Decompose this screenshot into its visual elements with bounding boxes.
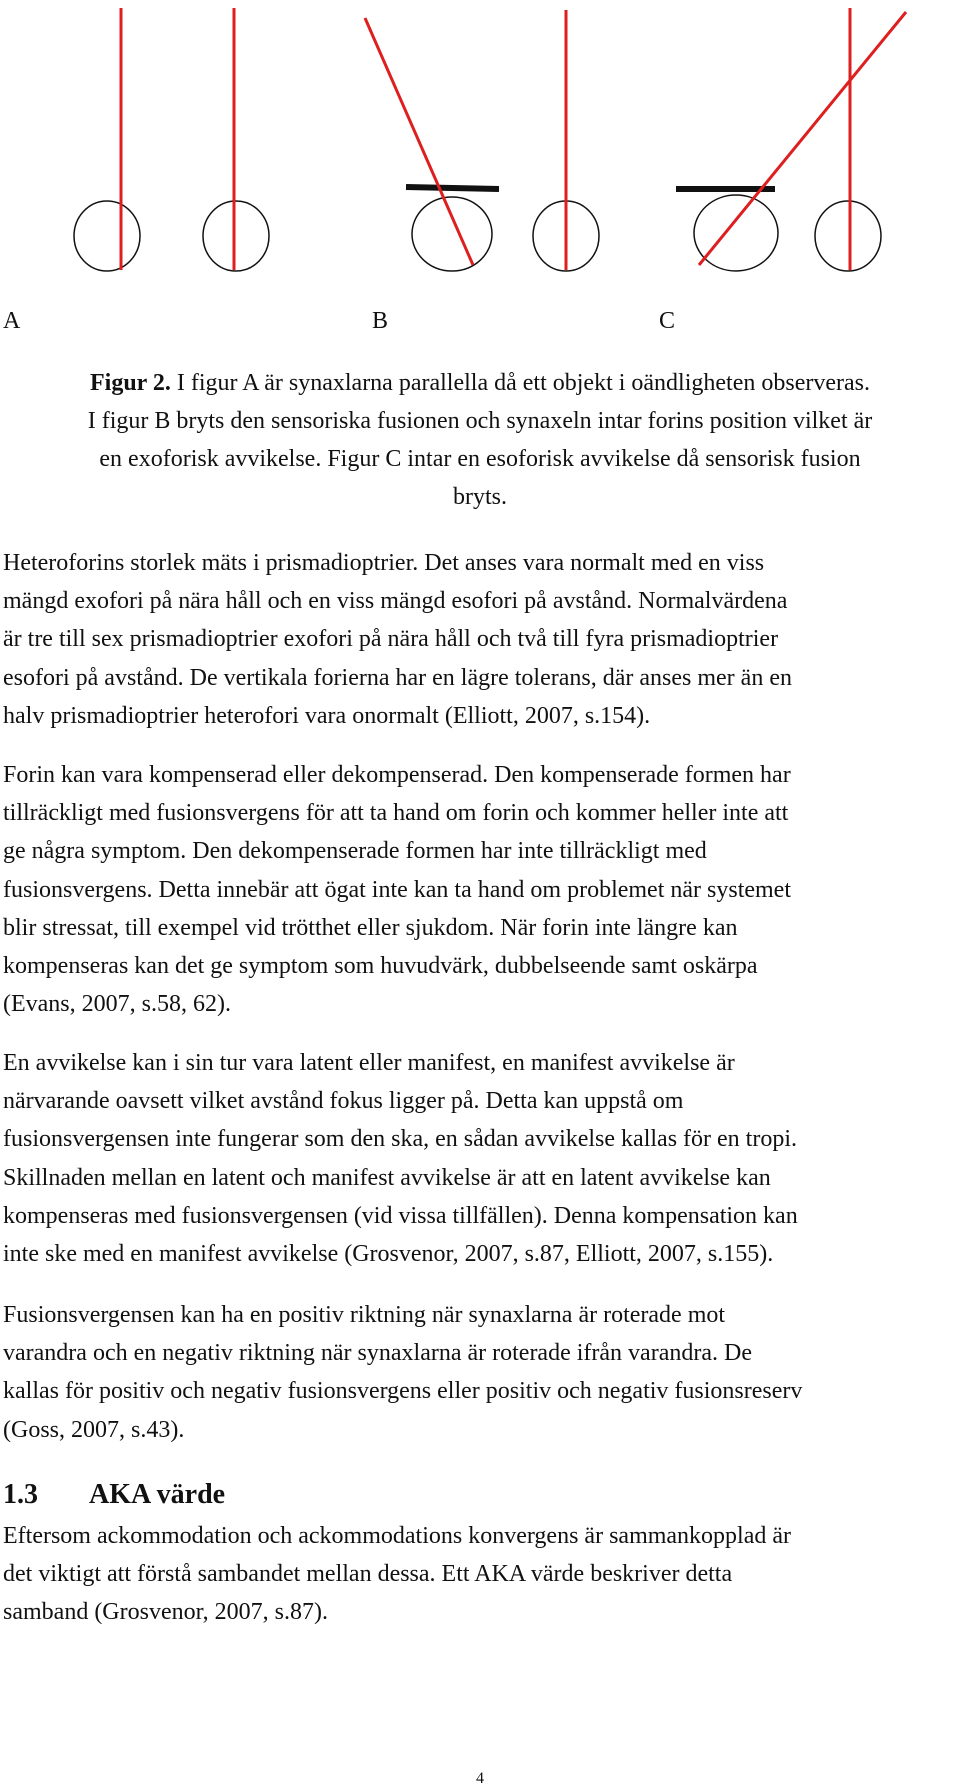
eye-diagram-figure xyxy=(0,0,960,300)
text-line: esofori på avstånd. De vertikala forierna har en lägre tolerans, där anses mer än en xyxy=(3,664,792,691)
caption-line: I figur B bryts den sensoriska fusionen och synaxeln intar forins position vilket är xyxy=(87,408,873,434)
text-line: varandra och en negativ riktning när synaxlarna är roterade ifrån varandra. De xyxy=(3,1340,752,1367)
left-eye-circle xyxy=(74,201,140,271)
text-line: ge några symptom. Den dekompenserade formen har inte tillräckligt med xyxy=(3,838,707,865)
panel-b xyxy=(365,10,599,271)
text-line: kompenseras kan det ge symptom som huvudvärk, dubbelseende samt oskärpa xyxy=(3,953,758,980)
text-line: mängd exofori på nära håll och en viss mängd esofori på avstånd. Normalvärdena xyxy=(3,588,788,615)
text-line: En avvikelse kan i sin tur vara latent eller manifest, en manifest avvikelse är xyxy=(3,1050,735,1076)
text-line: (Evans, 2007, s.58, 62). xyxy=(3,991,231,1018)
body-paragraph-3 xyxy=(3,1044,955,1273)
text-line: är tre till sex prismadioptrier exofori på nära håll och två till fyra prismadioptrier xyxy=(3,626,779,653)
panel-c xyxy=(676,8,906,271)
caption-line: bryts. xyxy=(453,484,507,510)
left-eye-circle xyxy=(694,195,778,271)
body-paragraph-2 xyxy=(3,756,955,1023)
left-eye-circle xyxy=(412,197,492,271)
text-line: samband (Grosvenor, 2007, s.87). xyxy=(3,1599,328,1626)
text-line: Heteroforins storlek mäts i prismadioptrier. Det anses vara normalt med en viss xyxy=(3,550,765,576)
right-eye-circle xyxy=(815,201,881,271)
panel-label-a: A xyxy=(3,308,21,334)
text-line: närvarande oavsett vilket avstånd fokus ligger på. Detta kan uppstå om xyxy=(3,1088,684,1115)
text-line: kallas för positiv och negativ fusionsvergens eller positiv och negativ fusionsreserv xyxy=(3,1378,803,1405)
text-line: fusionsvergens. Detta innebär att ögat inte kan ta hand om problemet när systemet xyxy=(3,876,792,903)
text-line: (Goss, 2007, s.43). xyxy=(3,1416,185,1443)
panel-label-b: B xyxy=(372,308,389,334)
text-line: halv prismadioptrier heterofori vara onormalt (Elliott, 2007, s.154). xyxy=(3,702,651,729)
panel-label-c: C xyxy=(659,308,676,334)
text-line: blir stressat, till exempel vid trötthet eller sjukdom. När forin inte längre kan xyxy=(3,914,738,941)
section-number: 1.3 xyxy=(3,1479,38,1510)
text-line: inte ske med en manifest avvikelse (Grosvenor, 2007, s.87, Elliott, 2007, s.155). xyxy=(3,1241,774,1268)
text-line: tillräckligt med fusionsvergens för att ta hand om forin och kommer heller inte att xyxy=(3,800,789,827)
text-line: det viktigt att förstå sambandet mellan dessa. Ett AKA värde beskriver detta xyxy=(3,1561,733,1588)
text-line: Eftersom ackommodation och ackommodations konvergens är sammankopplad är xyxy=(3,1523,792,1549)
text-line: Skillnaden mellan en latent och manifest avvikelse är att en latent avvikelse kan xyxy=(3,1164,771,1191)
section-heading xyxy=(3,1476,225,1514)
caption-line: Figur 2. I figur A är synaxlarna parallella då ett objekt i oändligheten observeras. xyxy=(90,370,870,396)
body-paragraph-1 xyxy=(3,544,955,735)
caption-label: Figur 2. xyxy=(90,370,171,396)
text-line: Forin kan vara kompenserad eller dekompenserad. Den kompenserade formen har xyxy=(3,762,791,788)
section-paragraph xyxy=(3,1517,955,1632)
deviated-visual-axis xyxy=(699,12,906,265)
text-line: Fusionsvergensen kan ha en positiv riktning när synaxlarna är roterade mot xyxy=(3,1302,726,1328)
panel-a xyxy=(74,8,269,271)
right-eye-circle xyxy=(203,201,269,271)
text-line: kompenseras med fusionsvergensen (vid vissa tillfällen). Denna kompensation kan xyxy=(3,1202,798,1229)
prism-bar xyxy=(406,187,499,189)
figure-caption xyxy=(4,364,956,516)
text-line: fusionsvergensen inte fungerar som den ska, en sådan avvikelse kallas för en tropi. xyxy=(3,1126,797,1153)
section-title: AKA värde xyxy=(89,1479,226,1510)
caption-line: en exoforisk avvikelse. Figur C intar en esoforisk avvikelse då sensorisk fusion xyxy=(99,446,861,472)
body-paragraph-4 xyxy=(3,1296,955,1449)
page-number: 4 xyxy=(476,1770,484,1787)
deviated-visual-axis xyxy=(365,18,473,265)
